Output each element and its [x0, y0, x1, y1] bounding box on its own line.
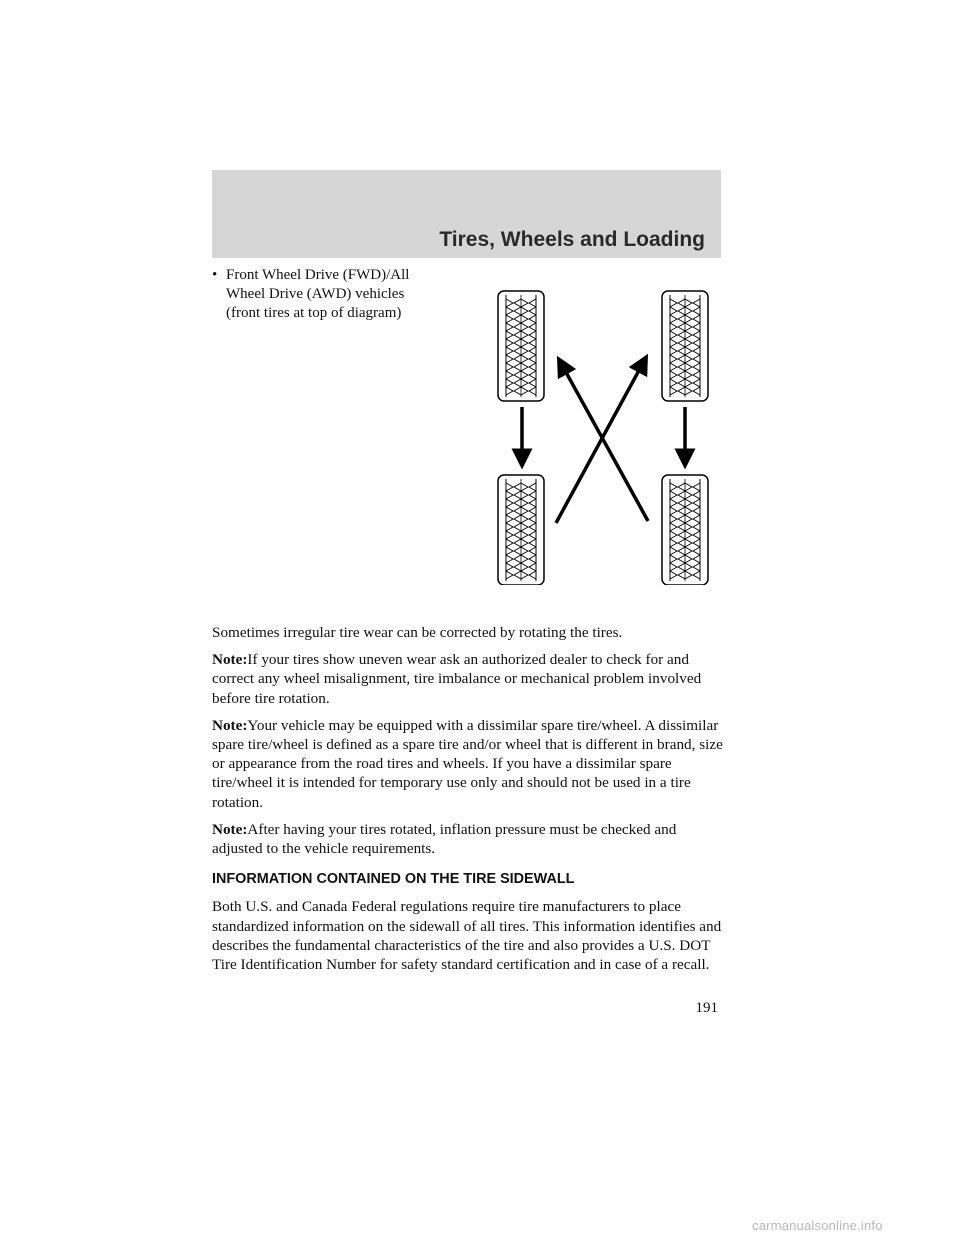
cross-arrow-rear-right-to-front-left-icon [562, 365, 648, 521]
header-band [212, 170, 721, 258]
tire-rotation-diagram [488, 285, 720, 585]
note-label: Note: [212, 651, 248, 669]
bullet-item [212, 266, 462, 323]
note-paragraph [212, 820, 724, 858]
note-label: Note: [212, 820, 248, 838]
note-text: If your tires show uneven wear ask an authorized dealer to check for and correct any wheel misalignment, tire imbalance or mechanical problem involved before tire rotation. [212, 651, 702, 707]
bullet-marker: • [212, 267, 218, 283]
front-left-tire-icon [498, 291, 544, 401]
note-text: After having your tires rotated, inflation pressure must be checked and adjusted to the vehicle requirements. [212, 820, 677, 858]
rear-right-tire-icon [662, 475, 708, 585]
bullet-line: Front Wheel Drive (FWD)/All [226, 267, 410, 283]
intro-paragraph: Sometimes irregular tire wear can be corrected by rotating the tires. [212, 624, 623, 641]
body-text [212, 623, 724, 982]
page-title: Tires, Wheels and Loading [439, 228, 705, 251]
watermark: carmanualsonline.info [752, 1218, 883, 1233]
section-heading: INFORMATION CONTAINED ON THE TIRE SIDEWALL [212, 871, 575, 888]
note-label: Note: [212, 716, 248, 734]
bullet-line: (front tires at top of diagram) [226, 305, 402, 321]
bullet-line: Wheel Drive (AWD) vehicles [226, 286, 405, 302]
note-text: Your vehicle may be equipped with a dissimilar spare tire/wheel. A dissimilar spare tire/wheel is defined as a spare tire and/or wheel that is different in brand, size or appearance from the road tires and wheels. If you have a dissimilar spare tire/wheel it is intended for temporary use only and should not be used in a tire rotation. [212, 716, 723, 811]
cross-arrow-rear-left-to-front-right-icon [556, 363, 643, 523]
front-right-tire-icon [662, 291, 708, 401]
note-paragraph [212, 650, 724, 708]
section-paragraph: Both U.S. and Canada Federal regulations require tire manufacturers to place standardized information on the sidewall of all tires. This information identifies and describes the fundamental characteristics of the tire and also provides a U.S. DOT Tire Identification Number for safety standard certification and in case of a recall. [212, 898, 722, 974]
note-paragraph [212, 716, 724, 812]
page-number: 191 [695, 1000, 718, 1016]
rear-left-tire-icon [498, 475, 544, 585]
